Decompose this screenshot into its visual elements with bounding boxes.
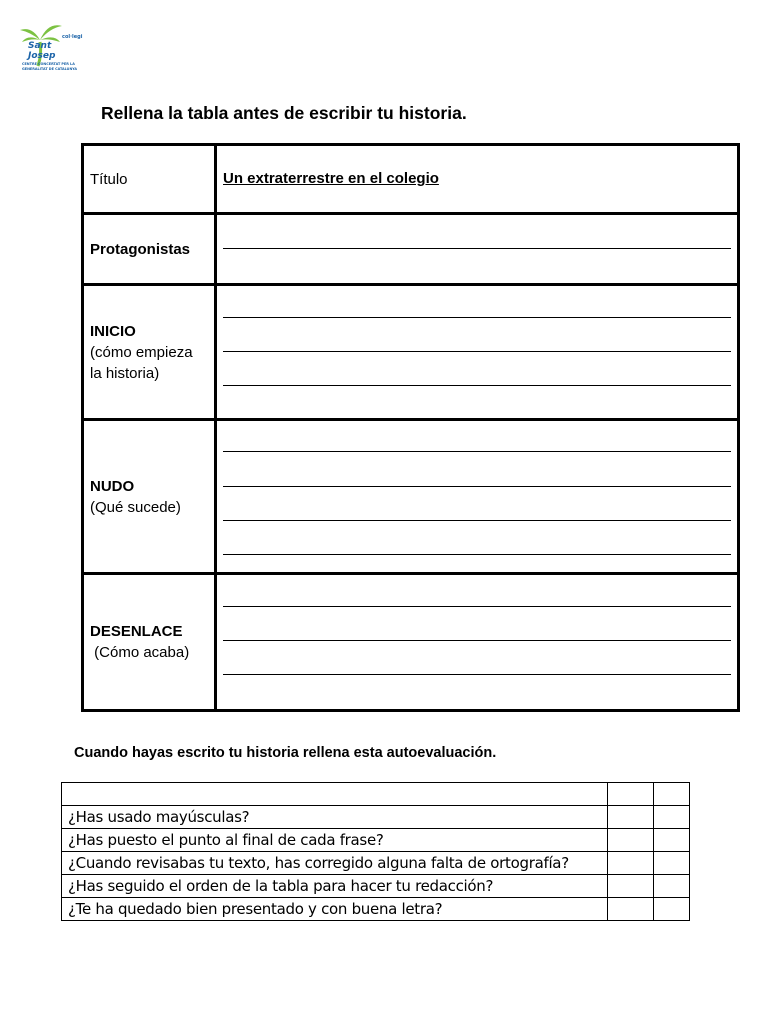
- eval-check-cell[interactable]: [654, 875, 690, 898]
- row-nudo: [83, 420, 739, 574]
- eval-question: ¿Cuando revisabas tu texto, has corregido alguna falta de ortografía?: [62, 852, 608, 875]
- inicio-sub1: (cómo empieza: [90, 343, 193, 361]
- eval-check-cell[interactable]: [654, 829, 690, 852]
- nudo-label: NUDO: [90, 477, 135, 495]
- desenlace-write-area[interactable]: [216, 574, 739, 711]
- inicio-sub2: la historia): [90, 364, 160, 382]
- row-protagonistas: [83, 214, 739, 285]
- logo-text-colegi: col·legi: [62, 34, 83, 40]
- inicio-label: INICIO: [90, 322, 136, 340]
- eval-row: [62, 852, 690, 875]
- eval-question: ¿Te ha quedado bien presentado y con buena letra?: [62, 898, 608, 921]
- eval-question: ¿Has puesto el punto al final de cada frase?: [62, 829, 608, 852]
- eval-check-cell[interactable]: [654, 898, 690, 921]
- logo-text-line3: CENTRE CONCERTAT PER LA: [22, 62, 75, 66]
- writing-line: [223, 674, 731, 675]
- titulo-value-cell: [216, 145, 739, 214]
- self-evaluation-table: [61, 782, 690, 921]
- eval-header-cell: [62, 783, 608, 806]
- row-inicio: [83, 285, 739, 420]
- logo-text-line4: GENERALITAT DE CATALUNYA: [22, 67, 78, 71]
- page-heading: Rellena la tabla antes de escribir tu historia.: [101, 103, 467, 123]
- logo-text-name: Sant Josep: [28, 41, 56, 61]
- eval-check-cell[interactable]: [654, 806, 690, 829]
- titulo-label: Título: [83, 145, 216, 214]
- protagonistas-label: Protagonistas: [90, 240, 191, 258]
- desenlace-sub: (Cómo acaba): [90, 644, 190, 661]
- story-table: [81, 143, 740, 712]
- self-evaluation-heading: Cuando hayas escrito tu historia rellena esta autoevaluación.: [74, 745, 497, 761]
- eval-question: ¿Has usado mayúsculas?: [62, 806, 608, 829]
- desenlace-label: DESENLACE: [90, 623, 183, 640]
- writing-line: [223, 385, 731, 386]
- eval-row: [62, 829, 690, 852]
- writing-line: [223, 520, 731, 521]
- writing-line: [223, 554, 731, 555]
- writing-line: [223, 248, 731, 249]
- writing-line: [223, 317, 731, 318]
- writing-line: [223, 351, 731, 352]
- writing-line: [223, 606, 731, 607]
- eval-header-row: [62, 783, 690, 806]
- eval-row: [62, 898, 690, 921]
- writing-line: [223, 451, 731, 452]
- eval-check-cell[interactable]: [608, 806, 654, 829]
- writing-line: [223, 640, 731, 641]
- eval-check-cell[interactable]: [608, 875, 654, 898]
- eval-check-cell[interactable]: [654, 852, 690, 875]
- writing-line: [223, 486, 731, 487]
- eval-check-cell[interactable]: [654, 783, 690, 806]
- eval-check-cell[interactable]: [608, 898, 654, 921]
- titulo-value: Un extraterrestre en el colegio: [223, 170, 439, 187]
- eval-check-cell[interactable]: [608, 852, 654, 875]
- eval-row: [62, 806, 690, 829]
- eval-check-cell[interactable]: [608, 829, 654, 852]
- eval-question: ¿Has seguido el orden de la tabla para hacer tu redacción?: [62, 875, 608, 898]
- row-desenlace: [83, 574, 739, 711]
- row-titulo: [83, 145, 739, 214]
- protagonistas-write-area[interactable]: [216, 214, 739, 285]
- eval-row: [62, 875, 690, 898]
- inicio-write-area[interactable]: [216, 285, 739, 420]
- nudo-write-area[interactable]: [216, 420, 739, 574]
- eval-check-cell[interactable]: [608, 783, 654, 806]
- school-logo: [18, 20, 83, 72]
- nudo-sub: (Qué sucede): [90, 498, 181, 516]
